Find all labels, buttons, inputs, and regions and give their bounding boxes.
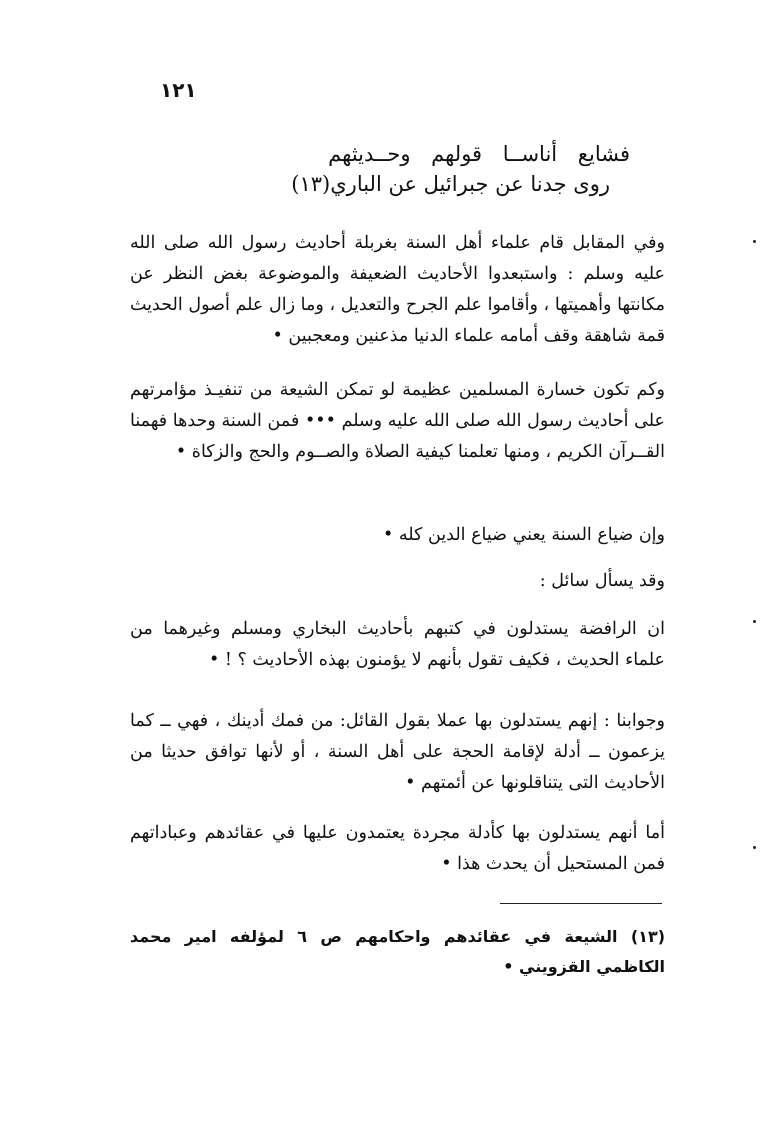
footnote: (١٣) الشيعة في عقائدهم واحكامهم ص ٦ لمؤلفه امير محمد الكاظمي القزويني • (130, 927, 666, 976)
paragraph-1: وفي المقابل قام علماء أهل السنة بغربلة أحاديث رسول الله صلى الله عليه وسلم : واستبعدوا الأحاديث الضعيفة والموضوعة بغض النظر عن مكانتها وأهميتها ، وأقاموا علم الجرح والتعديل ، وما زال علم أصول الحديث قمة شاهقة وقف أمامه علماء الدنيا مذعنين ومعجبين • (130, 233, 665, 346)
scan-edge-mark (753, 620, 756, 623)
paragraph-3: وإن ضياع السنة يعني ضياع الدين كله • (383, 525, 665, 545)
paragraph-6: وجوابنا : إنهم يستدلون بها عملا بقول القائل: من فمك أدينك ، فهي ــ كما يزعمون ــ أدلة لإقامة الحجة على أهل السنة ، أو لأنها توافق حديثا من الأحاديث التى يتناقلونها عن أئمتهم • (130, 711, 665, 793)
paragraph-2: وكم تكون خسارة المسلمين عظيمة لو تمكن الشيعة من تنفيـذ مؤامرتهم على أحاديث رسول الله صلى الله عليه وسلم ••• فمن السنة وحدها فهمنا القــرآن الكريم ، ومنها تعلمنا كيفية الصلاة والصــوم والحج والزكاة • (130, 380, 665, 462)
scan-edge-mark (753, 846, 756, 849)
scan-edge-mark (753, 240, 756, 243)
poem-line-1: فشايع أناســا قولهم وحــديثهم (328, 142, 630, 166)
footnote-divider (500, 903, 662, 904)
paragraph-7: أما أنهم يستدلون بها كأدلة مجردة يعتمدون عليها في عقائدهم وعباداتهم فمن المستحيل أن يحدث هذا • (130, 823, 665, 874)
poem-line-2: روى جدنا عن جبرائيل عن الباري(١٣) (291, 172, 610, 196)
page-number: ١٢١ (160, 78, 197, 102)
paragraph-5: ان الرافضة يستدلون في كتبهم بأحاديث البخاري ومسلم وغيرهما من علماء الحديث ، فكيف تقول بأنهم لا يؤمنون بهذه الأحاديث ؟ ! • (130, 619, 665, 670)
paragraph-4: وقد يسأل سائل : (539, 571, 665, 591)
